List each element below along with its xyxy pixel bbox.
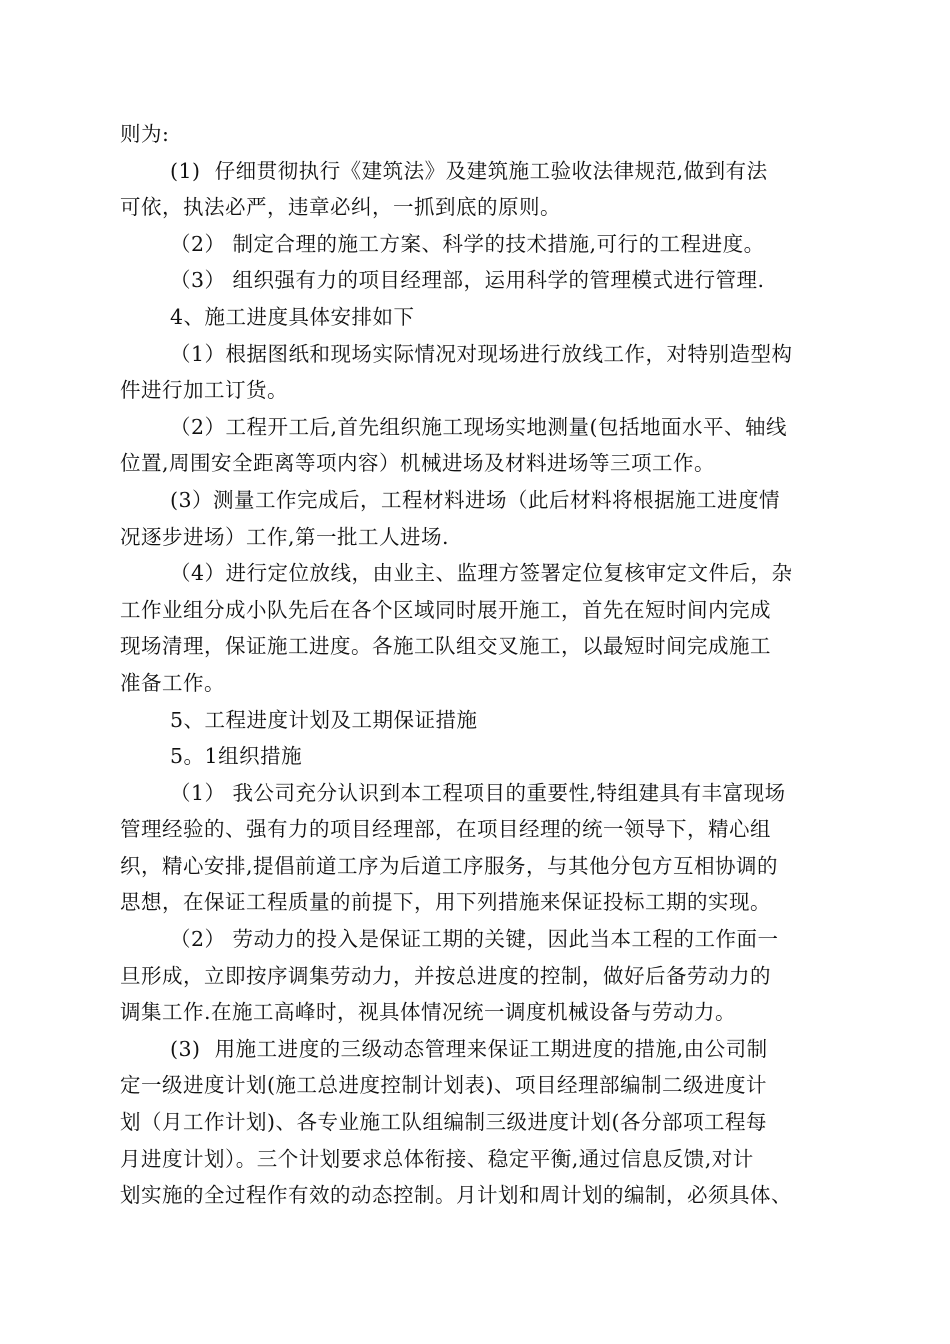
text-line: （2） 制定合理的施工方案、科学的技术措施,可行的工程进度。 [170, 231, 765, 256]
text-line: 划实施的全过程作有效的动态控制。月计划和周计划的编制，必须具体、 [120, 1183, 792, 1208]
text-line: 则为: [120, 122, 170, 146]
document-body [120, 116, 838, 1214]
text-line: (1) 仔细贯彻执行《建筑法》及建筑施工验收法律规范,做到有法 [170, 158, 768, 183]
text-line: 现场清理，保证施工进度。各施工队组交叉施工，以最短时间完成施工 [120, 634, 771, 659]
text-line: 准备工作。 [120, 670, 225, 695]
text-line: 旦形成，立即按序调集劳动力，并按总进度的控制，做好后备劳动力的 [120, 963, 771, 988]
text-line: 况逐步进场）工作,第一批工人进场. [120, 524, 450, 549]
text-line: （1）根据图纸和现场实际情况对现场进行放线工作，对特别造型构 [170, 341, 793, 366]
text-line: (3）测量工作完成后，工程材料进场（此后材料将根据施工进度情 [170, 487, 781, 512]
text-line: 可依，执法必严，违章必纠，一抓到底的原则。 [120, 195, 561, 220]
text-line: 工作业组分成小队先后在各个区域同时展开施工，首先在短时间内完成 [120, 597, 771, 622]
text-line: 管理经验的、强有力的项目经理部，在项目经理的统一领导下，精心组 [120, 817, 771, 842]
text-line: 位置,周围安全距离等项内容）机械进场及材料进场等三项工作。 [120, 451, 716, 476]
text-line: (3) 用施工进度的三级动态管理来保证工期进度的措施,由公司制 [170, 1036, 768, 1061]
text-line: 5。1组织措施 [170, 744, 303, 769]
text-line: 5、工程进度计划及工期保证措施 [170, 707, 478, 732]
text-line: 件进行加工订货。 [120, 378, 288, 403]
text-line: 划（月工作计划)、各专业施工队组编制三级进度计划(各分部项工程每 [120, 1110, 767, 1135]
text-line: （3） 组织强有力的项目经理部，运用科学的管理模式进行管理. [170, 268, 765, 293]
text-line: 4、施工进度具体安排如下 [170, 304, 415, 329]
text-line: 思想，在保证工程质量的前提下，用下列措施来保证投标工期的实现。 [120, 890, 771, 915]
text-line: （1） 我公司充分认识到本工程项目的重要性,特组建具有丰富现场 [170, 780, 786, 805]
text-line: （2） 劳动力的投入是保证工期的关键，因此当本工程的工作面一 [170, 927, 779, 952]
text-line: 月进度计划）。三个计划要求总体衔接、稳定平衡,通过信息反馈,对计 [120, 1146, 754, 1171]
text-line: （2）工程开工后,首先组织施工现场实地测量(包括地面水平、轴线 [170, 414, 788, 439]
text-line: （4）进行定位放线，由业主、监理方签署定位复核审定文件后，杂 [170, 561, 793, 586]
text-line: 定一级进度计划(施工总进度控制计划表)、项目经理部编制二级进度计 [120, 1073, 767, 1098]
text-line: 调集工作.在施工高峰时，视具体情况统一调度机械设备与劳动力。 [120, 1000, 737, 1025]
text-line: 织，精心安排,提倡前道工序为后道工序服务，与其他分包方互相协调的 [120, 853, 779, 878]
